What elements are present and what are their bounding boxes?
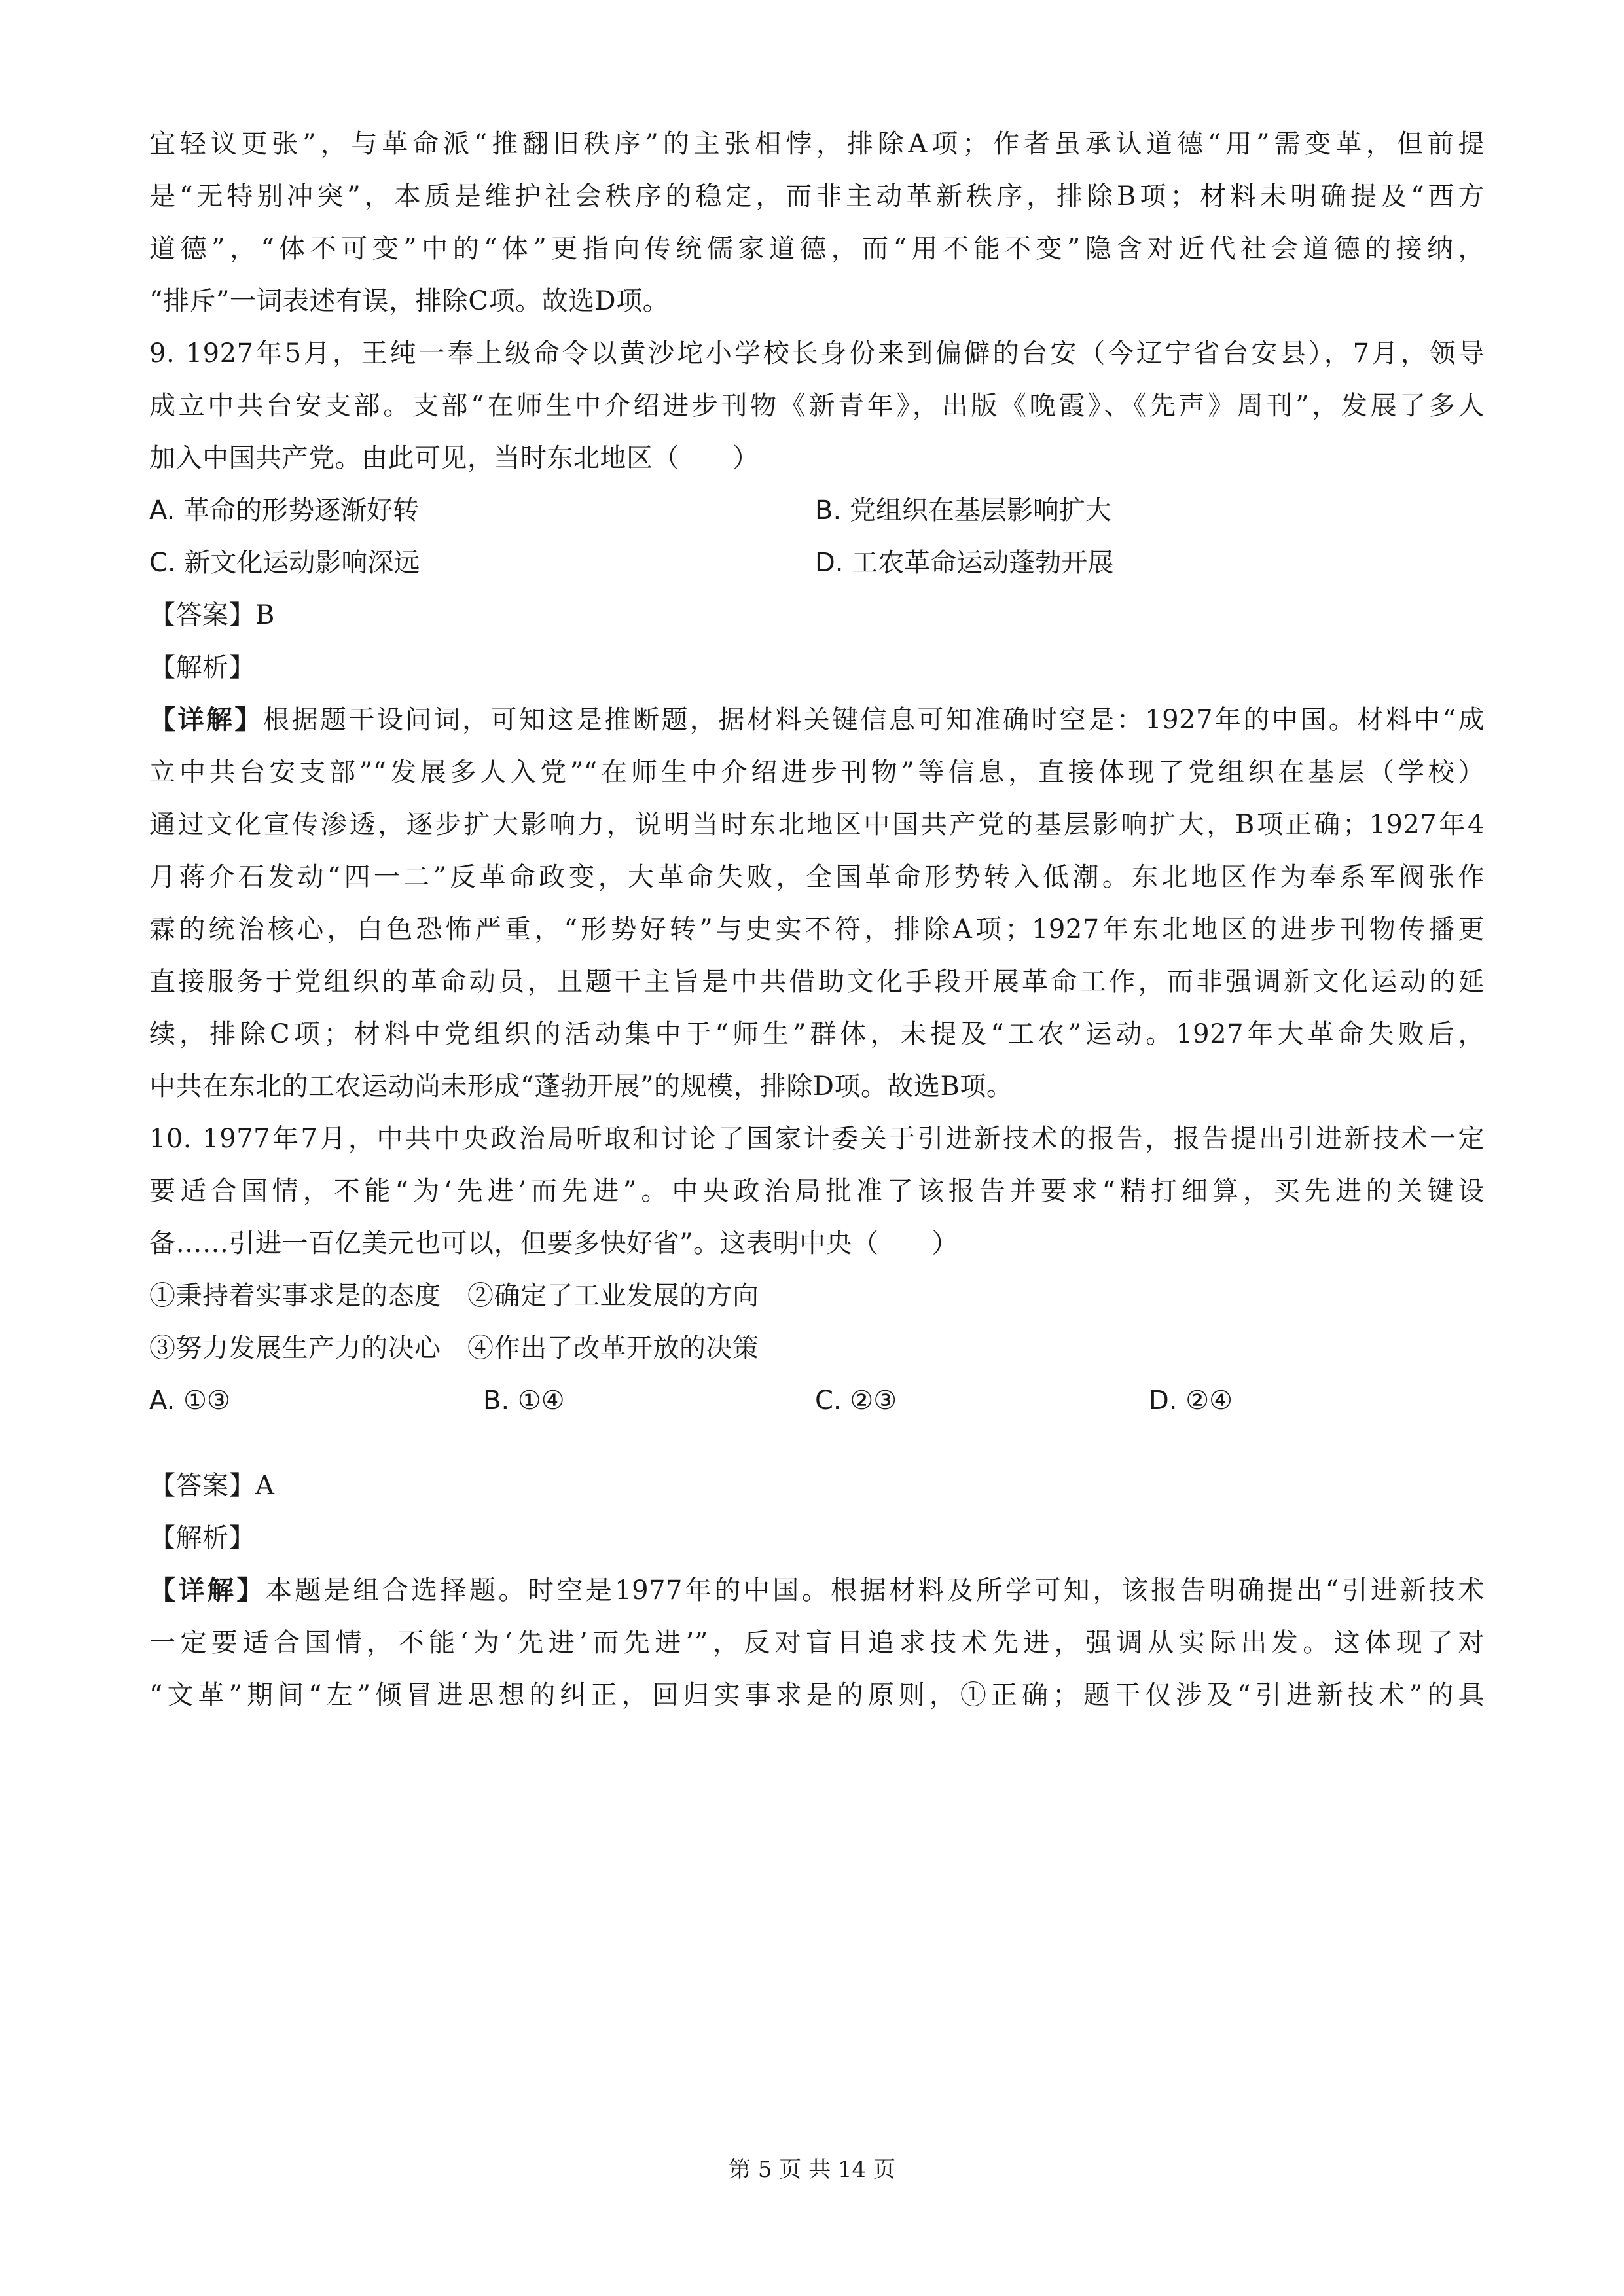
- q9-detail-line-8: 中共在东北的工农运动尚未形成“蓬勃开展”的规模，排除D项。故选B项。: [149, 1071, 1013, 1102]
- q10-statements-line-2: ③努力发展生产力的决心 ④作出了改革开放的决策: [149, 1333, 759, 1363]
- q9-detail-line-1: [149, 700, 1485, 740]
- q10-statements-line-1: ①秉持着实事求是的态度 ②确定了工业发展的方向: [149, 1281, 759, 1311]
- q10-answer: 【答案】A: [149, 1471, 275, 1501]
- q10-stem-line-1: 10. 1977年7月，中共中央政治局听取和讨论了国家计委关于引进新技术的报告，报告提出引进新技术一定: [149, 1124, 1485, 1154]
- q10-detail-line-1: [149, 1571, 1485, 1610]
- q9-detail-line-7: 续，排除C项；材料中党组织的活动集中于“师生”群体，未提及“工农”运动。1927年大革命失败后，: [149, 1019, 1485, 1049]
- q9-analysis-heading: 【解析】: [149, 653, 255, 683]
- q10-stem-line-2: 要适合国情，不能“为‘先进’而先进”。中央政治局批准了该报告并要求“精打细算，买先进的关键设: [149, 1176, 1485, 1206]
- q9-stem-line-2: 成立中共台安支部。支部“在师生中介绍进步刊物《新青年》，出版《晚霞》、《先声》周刊”，发展了多人: [149, 391, 1485, 421]
- q9-detail-line-4: 月蒋介石发动“四一二”反革命政变，大革命失败，全国革命形势转入低潮。东北地区作为奉系军阀张作: [149, 862, 1485, 892]
- q9-option-a: A. 革命的形势逐渐好转: [149, 495, 420, 526]
- q9-detail-line-6: 直接服务于党组织的革命动员，且题干主旨是中共借助文化手段开展革命工作，而非强调新文化运动的延: [149, 967, 1485, 997]
- q10-option-a: A. ①③: [149, 1386, 230, 1416]
- continued-analysis-line-3: 道德”，“体不可变”中的“体”更指向传统儒家道德，而“用不能不变”隐含对近代社会道德的接纳，: [149, 234, 1485, 264]
- q9-stem-line-1: 9. 1927年5月，王纯一奉上级命令以黄沙坨小学校长身份来到偏僻的台安（今辽宁省台安县），7月，领导: [149, 338, 1485, 368]
- q10-option-d: D. ②④: [1149, 1386, 1233, 1416]
- q10-detail-line-2: 一定要适合国情，不能‘为‘先进’而先进’”，反对盲目追求技术先进，强调从实际出发。这体现了对: [149, 1628, 1485, 1658]
- q10-detail-text-1: 本题是组合选择题。时空是1977年的中国。根据材料及所学可知，该报告明确提出“引进新技术: [265, 1575, 1485, 1605]
- q9-option-c: C. 新文化运动影响深远: [149, 548, 420, 578]
- q9-option-b: B. 党组织在基层影响扩大: [815, 495, 1111, 526]
- continued-analysis-line-2: 是“无特别冲突”，本质是维护社会秩序的稳定，而非主动革新秩序，排除B项；材料未明确提及“西方: [149, 181, 1485, 211]
- q10-analysis-heading: 【解析】: [149, 1523, 255, 1553]
- continued-analysis-line-1: 宜轻议更张”，与革命派“推翻旧秩序”的主张相悖，排除A项；作者虽承认道德“用”需变革，但前提: [149, 129, 1485, 159]
- q9-detail-line-3: 通过文化宣传渗透，逐步扩大影响力，说明当时东北地区中国共产党的基层影响扩大，B项正确；1927年4: [149, 810, 1485, 840]
- continued-analysis-line-4: “排斥”一词表述有误，排除C项。故选D项。: [149, 286, 670, 316]
- q10-detail-label: 【详解】: [149, 1575, 266, 1605]
- q9-detail-text-1: 根据题干设问词，可知这是推断题，据材料关键信息可知准确时空是：1927年的中国。材料中“成: [262, 705, 1485, 735]
- q10-stem-line-3: 备……引进一百亿美元也可以，但要多快好省”。这表明中央（ ）: [149, 1229, 958, 1259]
- q9-detail-label: 【详解】: [149, 704, 263, 735]
- page-footer: 第 5 页 共 14 页: [729, 2157, 895, 2183]
- q10-option-c: C. ②③: [815, 1386, 897, 1416]
- q10-detail-line-3: “文革”期间“左”倾冒进思想的纠正，回归实事求是的原则，①正确；题干仅涉及“引进新技术”的具: [149, 1680, 1485, 1710]
- q9-detail-line-5: 霖的统治核心，白色恐怖严重，“形势好转”与史实不符，排除A项；1927年东北地区的进步刊物传播更: [149, 914, 1485, 944]
- q9-detail-line-2: 立中共台安支部”“发展多人入党”“在师生中介绍进步刊物”等信息，直接体现了党组织在基层（学校）: [149, 757, 1485, 787]
- q10-option-b: B. ①④: [483, 1386, 565, 1416]
- q9-stem-line-3: 加入中国共产党。由此可见，当时东北地区（ ）: [149, 443, 759, 473]
- q9-answer: 【答案】B: [149, 600, 275, 630]
- q9-option-d: D. 工农革命运动蓬勃开展: [815, 548, 1114, 578]
